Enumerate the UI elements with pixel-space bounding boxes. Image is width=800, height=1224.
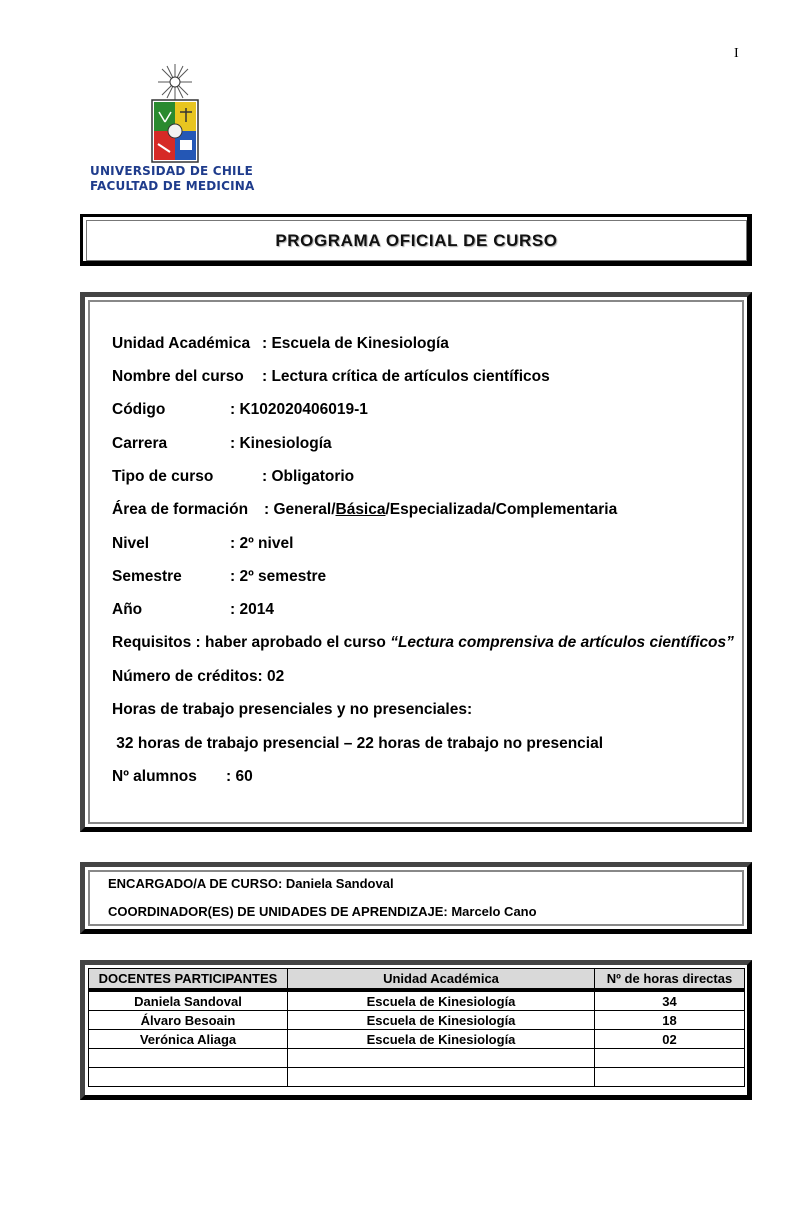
area-label: Área de formación <box>112 501 249 518</box>
table-cell: Álvaro Besoain <box>89 1011 288 1030</box>
anio-label: Año <box>112 601 143 618</box>
tipo-label: Tipo de curso <box>112 468 214 485</box>
alumnos-row <box>112 768 253 786</box>
unidad-row <box>112 335 449 353</box>
table-cell: Escuela de Kinesiología <box>288 1011 595 1030</box>
staff-box <box>80 862 752 934</box>
anio-value: : 2014 <box>230 601 274 618</box>
nivel-row <box>112 535 293 553</box>
table-cell: Daniela Sandoval <box>89 990 288 1011</box>
nombre-label: Nombre del curso <box>112 368 244 385</box>
semestre-label: Semestre <box>112 568 182 585</box>
table-row <box>89 1030 745 1049</box>
encargado-line: ENCARGADO/A DE CURSO: Daniela Sandoval <box>108 876 394 891</box>
area-prefix: : General/ <box>264 501 336 518</box>
faculty-name: FACULTAD DE MEDICINA <box>90 179 255 193</box>
alumnos-value: : 60 <box>226 768 253 785</box>
table-cell: Verónica Aliaga <box>89 1030 288 1049</box>
table-header-row <box>89 969 745 991</box>
nivel-value: : 2º nivel <box>230 535 294 552</box>
semestre-row <box>112 568 326 586</box>
table-row <box>89 1049 745 1068</box>
table-cell <box>89 1049 288 1068</box>
anio-row <box>112 601 274 619</box>
horas-value: 32 horas de trabajo presencial – 22 horas de trabajo no presencial <box>112 735 604 752</box>
coordinador-line: COORDINADOR(ES) DE UNIDADES DE APRENDIZAJE: Marcelo Cano <box>108 904 537 919</box>
table-row <box>89 990 745 1011</box>
requisitos-label: Requisitos : haber aprobado el curso <box>112 634 391 651</box>
unidad-value: : Escuela de Kinesiología <box>262 335 449 352</box>
semestre-value: : 2º semestre <box>230 568 327 585</box>
university-shield-icon <box>150 62 200 164</box>
horas-label: Horas de trabajo presenciales y no presenciales: <box>112 701 473 718</box>
column-header: Nº de horas directas <box>595 969 745 991</box>
university-name: UNIVERSIDAD DE CHILE <box>90 164 253 178</box>
table-row <box>89 1011 745 1030</box>
teachers-table <box>88 968 745 1087</box>
carrera-row <box>112 435 332 453</box>
area-selected: Básica <box>335 501 386 518</box>
course-info-box <box>80 292 752 832</box>
page-title: PROGRAMA OFICIAL DE CURSO <box>275 230 558 250</box>
table-cell: 18 <box>595 1011 745 1030</box>
area-suffix: /Especializada/Complementaria <box>385 501 618 518</box>
column-header: Unidad Académica <box>288 969 595 991</box>
requisitos-value: “Lectura comprensiva de artículos científicos” <box>390 634 734 651</box>
unidad-label: Unidad Académica <box>112 335 251 352</box>
carrera-value: : Kinesiología <box>230 435 332 452</box>
table-cell: Escuela de Kinesiología <box>288 990 595 1011</box>
title-box <box>80 214 752 266</box>
teachers-table-box <box>80 960 752 1100</box>
tipo-value: : Obligatorio <box>262 468 355 485</box>
page-number: I <box>734 46 739 61</box>
university-logo <box>90 62 270 197</box>
table-cell <box>288 1068 595 1087</box>
column-header: DOCENTES PARTICIPANTES <box>89 969 288 991</box>
table-cell <box>89 1068 288 1087</box>
alumnos-label: Nº alumnos <box>112 768 197 785</box>
carrera-label: Carrera <box>112 435 168 452</box>
nivel-label: Nivel <box>112 535 150 552</box>
creditos-row: Número de créditos: 02 <box>112 668 285 685</box>
codigo-row <box>112 401 368 419</box>
table-cell <box>595 1068 745 1087</box>
table-row <box>89 1068 745 1087</box>
table-cell: 02 <box>595 1030 745 1049</box>
requisitos-row <box>112 634 734 652</box>
codigo-value: : K102020406019-1 <box>230 401 368 418</box>
table-cell <box>595 1049 745 1068</box>
nombre-value: : Lectura crítica de artículos científicos <box>262 368 550 385</box>
area-row <box>112 501 617 519</box>
table-cell: 34 <box>595 990 745 1011</box>
tipo-row <box>112 468 354 486</box>
table-cell <box>288 1049 595 1068</box>
table-cell: Escuela de Kinesiología <box>288 1030 595 1049</box>
codigo-label: Código <box>112 401 166 418</box>
nombre-row <box>112 368 550 386</box>
